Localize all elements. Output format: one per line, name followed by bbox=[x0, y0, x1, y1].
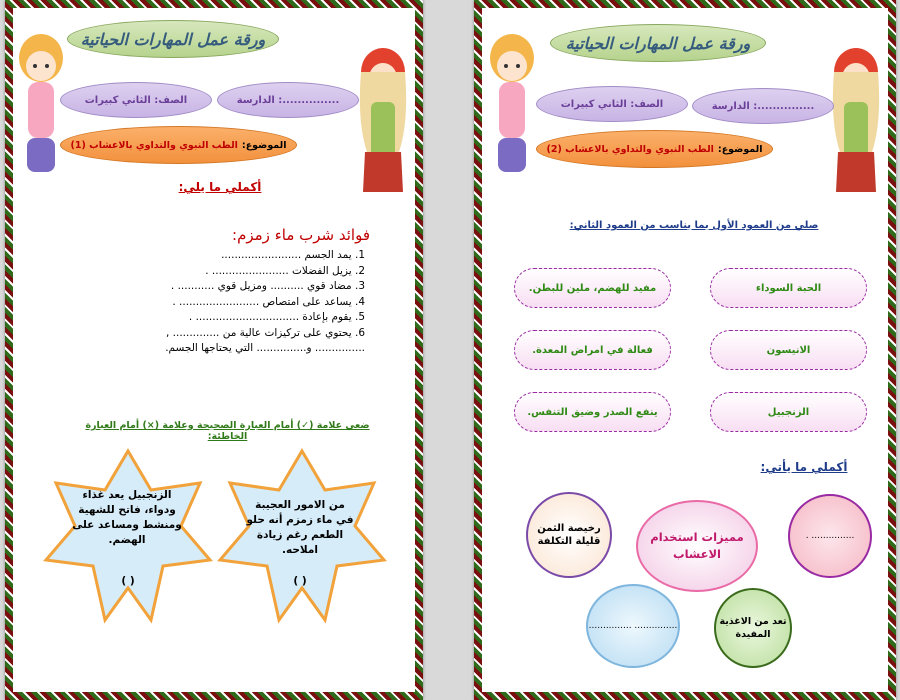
food-circle: تعد من الاغذية المفيدة bbox=[714, 588, 792, 668]
worksheet-title: ورقة عمل المهارات الحياتية bbox=[67, 20, 279, 58]
column-two-item[interactable]: مفيد للهضم، ملين للبطن. bbox=[514, 268, 671, 308]
list-item: 2. يزيل الفضلات ....................... . bbox=[205, 264, 365, 277]
match-heading: صلي من العمود الأول بما يناسب من العمود الثاني: bbox=[569, 220, 819, 231]
list-item: 4. يساعد على امتصاص ........................ . bbox=[172, 295, 365, 308]
blank-circle-right[interactable]: ............... . bbox=[788, 494, 872, 578]
complete-heading: أكملي ما يلي: bbox=[178, 180, 262, 194]
column-one-item[interactable]: الانيسون bbox=[710, 330, 867, 370]
list-item: 3. مضاد قوي .......... ومزيل قوي ........... . bbox=[170, 280, 365, 292]
column-two-item[interactable]: فعالة في امراض المعدة. bbox=[514, 330, 671, 370]
girl-illustration-right bbox=[826, 42, 886, 192]
list-item: 5. يقوم بإعادة ............................... . bbox=[188, 311, 365, 323]
center-circle: مميزات استخدام الاعشاب bbox=[636, 500, 758, 592]
zamzam-heading: فوائد شرب ماء زمزم: bbox=[232, 226, 370, 244]
topic-label: الموضوع: الطب النبوي والتداوي بالاعشاب (1) bbox=[60, 126, 297, 164]
class-label: الصف: الثاني كبيرات bbox=[536, 86, 688, 122]
blank-circle-bottom[interactable]: ............... ............... bbox=[586, 584, 680, 668]
true-false-statement-1: من الامور العجيبة في ماء زمزم أنه حلو الطعم رغم زيادة املاحه. bbox=[246, 499, 354, 556]
answer-paren-1[interactable]: ( ) bbox=[293, 575, 307, 587]
worksheet-title: ورقة عمل المهارات الحياتية bbox=[550, 24, 766, 62]
column-one-item[interactable]: الزنجبيل bbox=[710, 392, 867, 432]
topic-label: الموضوع: الطب النبوي والتداوي بالاعشاب (2) bbox=[536, 130, 773, 168]
list-item: 6. يحتوي على تركيزات عالية من .............. , bbox=[165, 326, 365, 339]
list-item: 1. يمد الجسم ........................ bbox=[221, 249, 365, 261]
left-worksheet-page bbox=[5, 0, 423, 700]
true-false-heading: ضعي علامة (✓) أمام العبارة الصحيحة وعلامة (×) أمام العبارة الخاطئة: bbox=[85, 420, 370, 442]
girl-illustration-left bbox=[486, 28, 538, 176]
student-name-field[interactable]: الدارسة :............... bbox=[217, 82, 359, 118]
class-label: الصف: الثاني كبيرات bbox=[60, 82, 212, 118]
student-name-field[interactable]: الدارسة :............... bbox=[692, 88, 834, 124]
column-two-item[interactable]: ينفع الصدر وضيق التنفس. bbox=[514, 392, 671, 432]
answer-paren-2[interactable]: ( ) bbox=[121, 575, 135, 587]
column-one-item[interactable]: الحبة السوداء bbox=[710, 268, 867, 308]
zamzam-benefits-list bbox=[125, 248, 365, 357]
cost-circle: رخيصة الثمن قليلة التكلفة bbox=[526, 492, 612, 578]
list-item: ............... و............... التي يحتاجها الجسم. bbox=[165, 342, 365, 354]
true-false-statement-2: الزنجبيل يعد غذاء ودواء، فاتح للشهية ومنشط ومساعد على الهضم. bbox=[72, 489, 182, 546]
girl-illustration-left bbox=[15, 28, 67, 176]
right-worksheet-page bbox=[474, 0, 896, 700]
girl-illustration-right bbox=[353, 42, 413, 192]
complete-heading: أكملي ما يأتي: bbox=[760, 460, 848, 474]
